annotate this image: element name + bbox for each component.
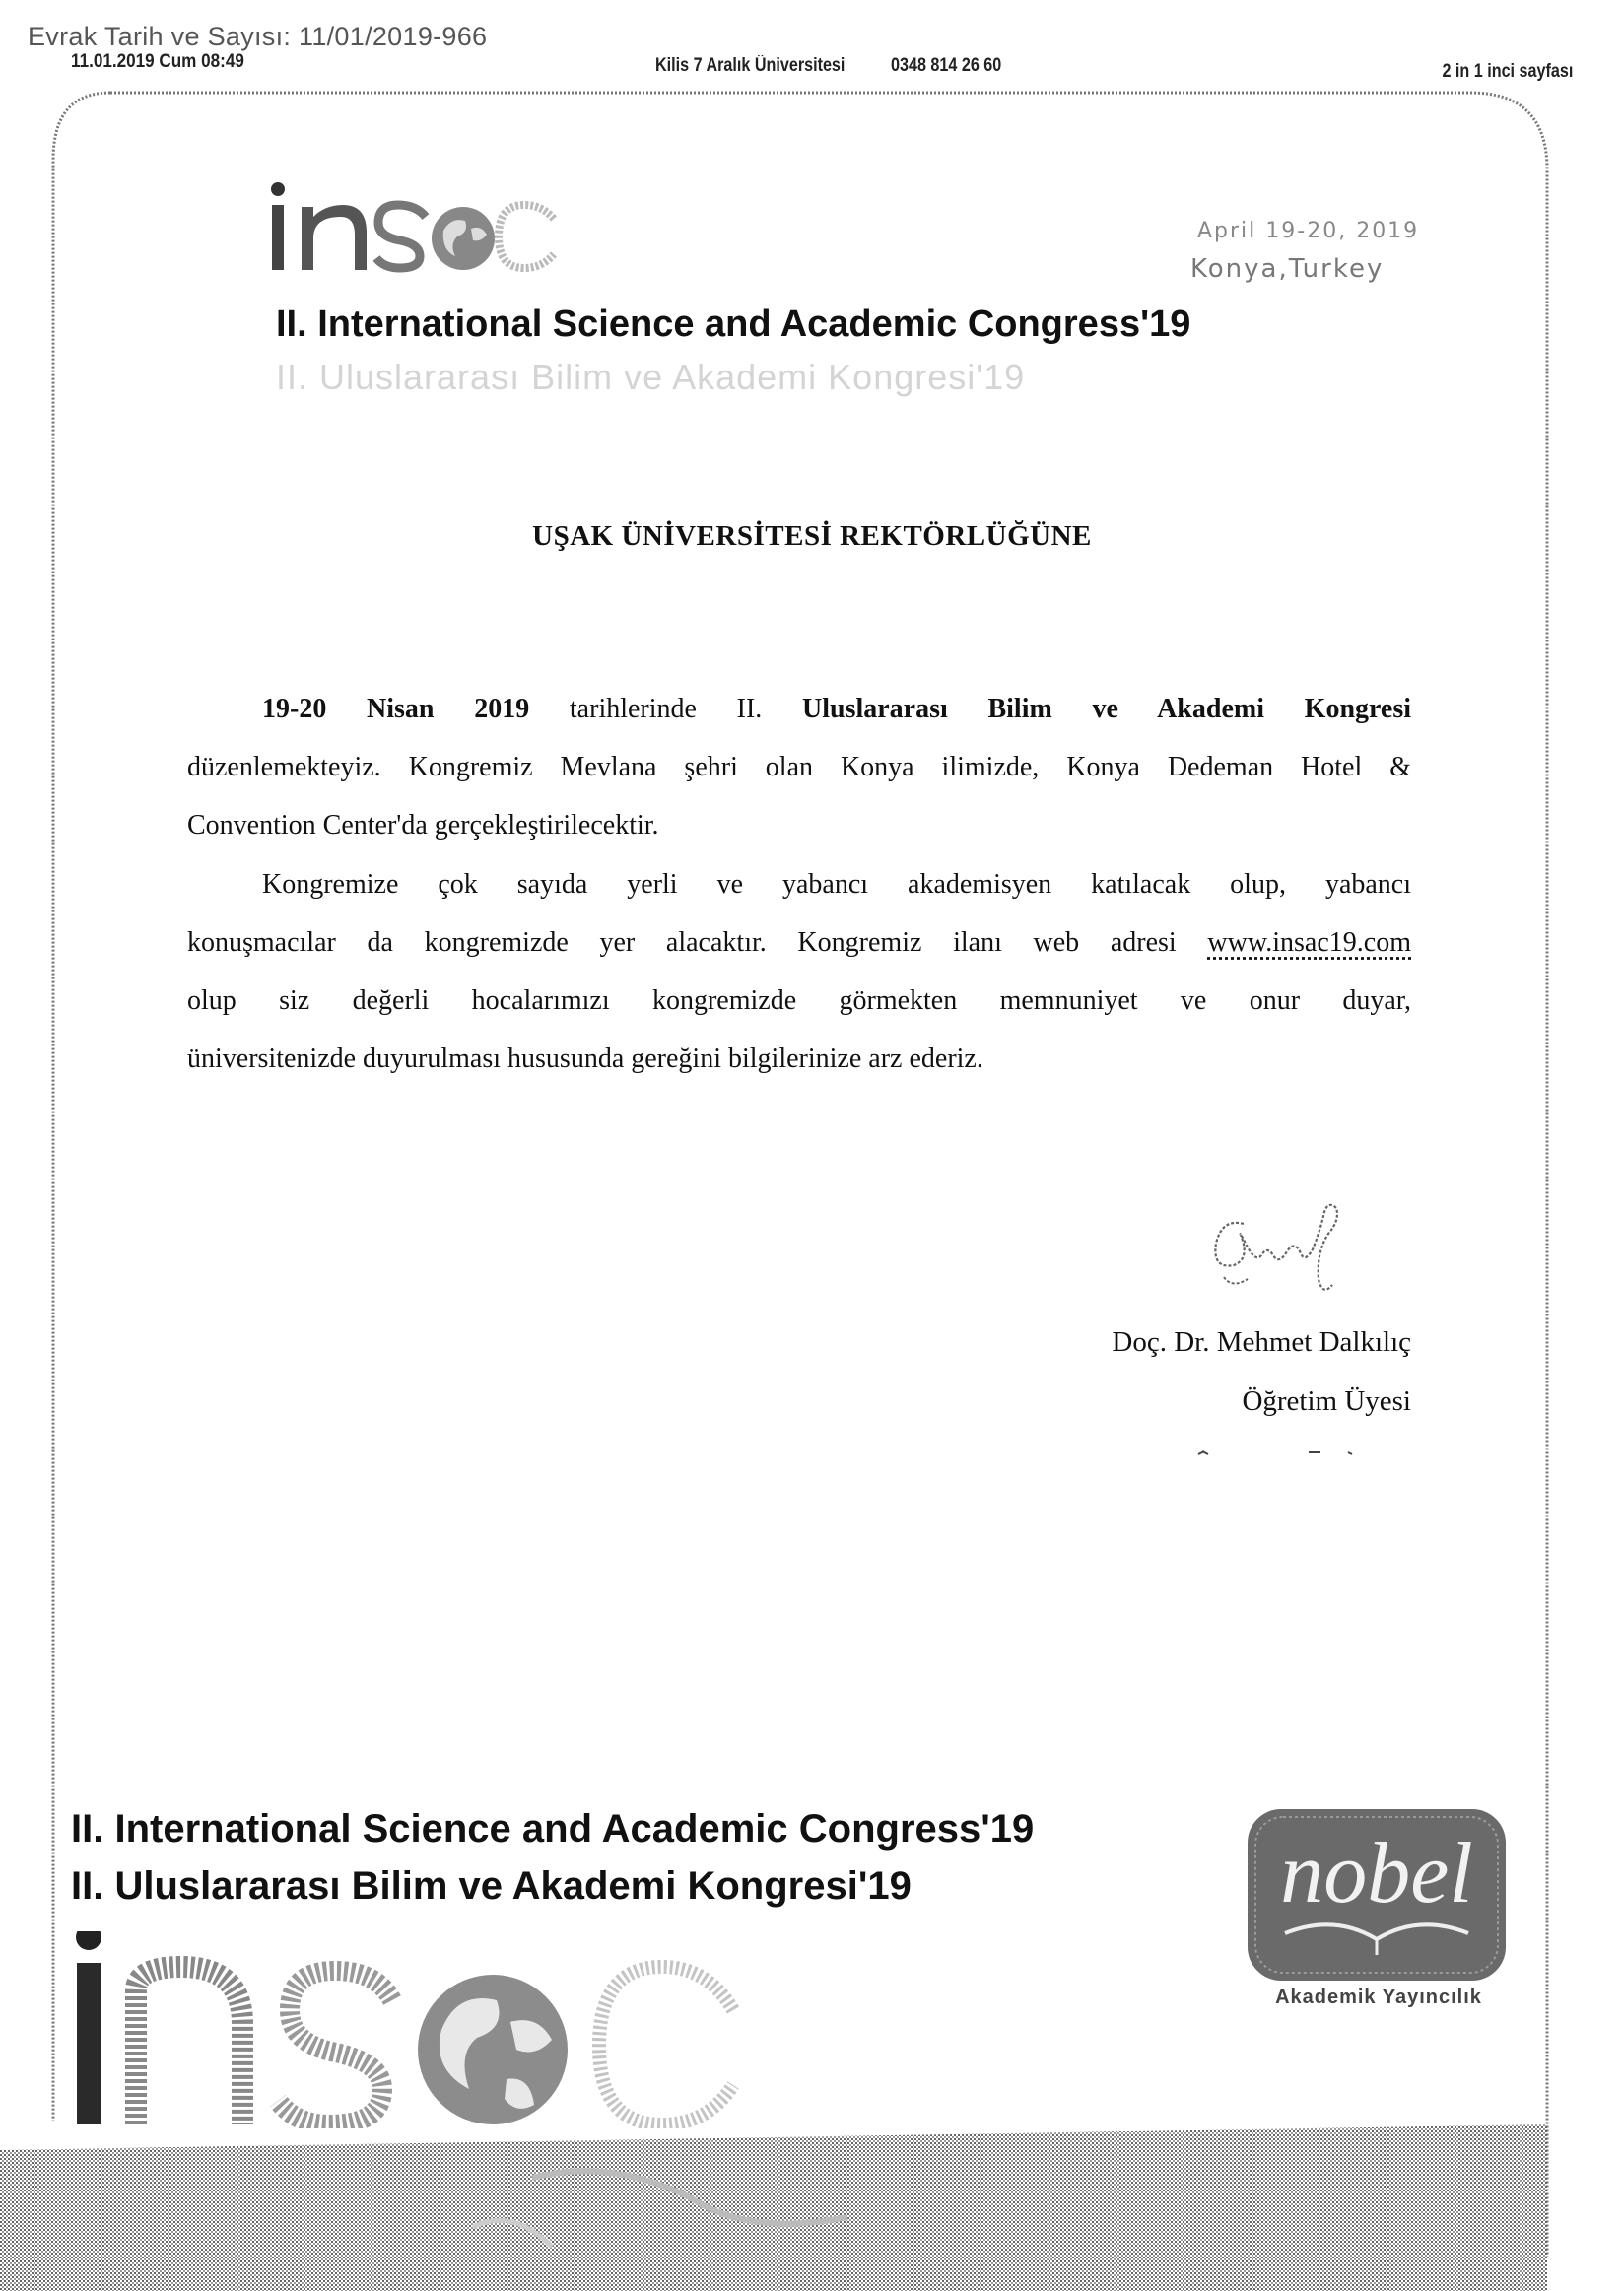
paragraph-2-line-2 [187, 913, 1411, 972]
website-link[interactable]: www.insac19.com [1207, 927, 1411, 958]
date-range: 19-20 [262, 694, 327, 724]
fax-sender: Kilis 7 Aralık Üniversitesi [655, 55, 846, 76]
fax-datetime: 11.01.2019 Cum 08:49 [71, 51, 244, 72]
footer-title-en: II. International Science and Academic Congress'19 [71, 1807, 1035, 1851]
p2-text: konuşmacılar da kongremizde yer alacaktır. Kongremiz ilanı web adresi [187, 927, 1177, 958]
signer-title: Öğretim Üyesi [1242, 1385, 1411, 1417]
handwritten-signature [1202, 1194, 1370, 1313]
paragraph-2 [187, 855, 1411, 1088]
paragraph-1-line-3: Convention Center'da gerçekleştirilecektir. [187, 810, 659, 841]
paragraph-1-line-1 [187, 680, 1411, 738]
insac-logo [268, 177, 564, 276]
paragraph-2-line-1: Kongremize çok sayıda yerli ve yabancı akademisyen katılacak olup, yabancı [262, 869, 1411, 900]
year: 2019 [474, 694, 530, 724]
publisher-subtitle: Akademik Yayıncılık [1275, 1987, 1482, 2008]
p1-text: tarihlerinde II. [569, 694, 763, 724]
recipient-heading: UŞAK ÜNİVERSİTESİ REKTÖRLÜĞÜNE [532, 520, 1092, 552]
paragraph-1 [187, 680, 1411, 854]
congress-name-bold: Uluslararası Bilim ve Akademi Kongresi [802, 694, 1412, 724]
footer-decorative-band [0, 2119, 1624, 2291]
insac-logo-large [67, 1931, 757, 2128]
letterhead-title-tr: II. Uluslararası Bilim ve Akademi Kongresi'19 [276, 357, 1026, 397]
paragraph-2-line-3: olup siz değerli hocalarımızı kongremizde görmekten memnuniyet ve onur duyar, [187, 985, 1411, 1016]
cut-off-text-fragment [1192, 1449, 1360, 1458]
nobel-publisher-logo [1246, 1807, 1508, 1983]
event-place: Konya,Turkey [1190, 254, 1385, 284]
letterhead-title-en: II. International Science and Academic Congress'19 [276, 303, 1191, 345]
nobel-wordmark: nobel [1280, 1826, 1473, 1921]
paragraph-1-line-2: düzenlemekteyiz. Kongremiz Mevlana şehri olan Konya ilimizde, Konya Dedeman Hotel & [187, 752, 1411, 782]
fax-phone: 0348 814 26 60 [891, 55, 1002, 76]
footer-title-tr: II. Uluslararası Bilim ve Akademi Kongresi'19 [71, 1864, 912, 1908]
event-date: April 19-20, 2019 [1197, 219, 1420, 243]
month: Nisan [367, 694, 435, 724]
signer-name: Doç. Dr. Mehmet Dalkılıç [1112, 1326, 1411, 1358]
document-number-stamp: Evrak Tarih ve Sayısı: 11/01/2019-966 [28, 22, 488, 51]
paragraph-2-line-4: üniversitenizde duyurulması hususunda gereğini bilgilerinize arz ederiz. [187, 1044, 983, 1074]
fax-page-indicator: 2 in 1 inci sayfası [1442, 61, 1573, 82]
